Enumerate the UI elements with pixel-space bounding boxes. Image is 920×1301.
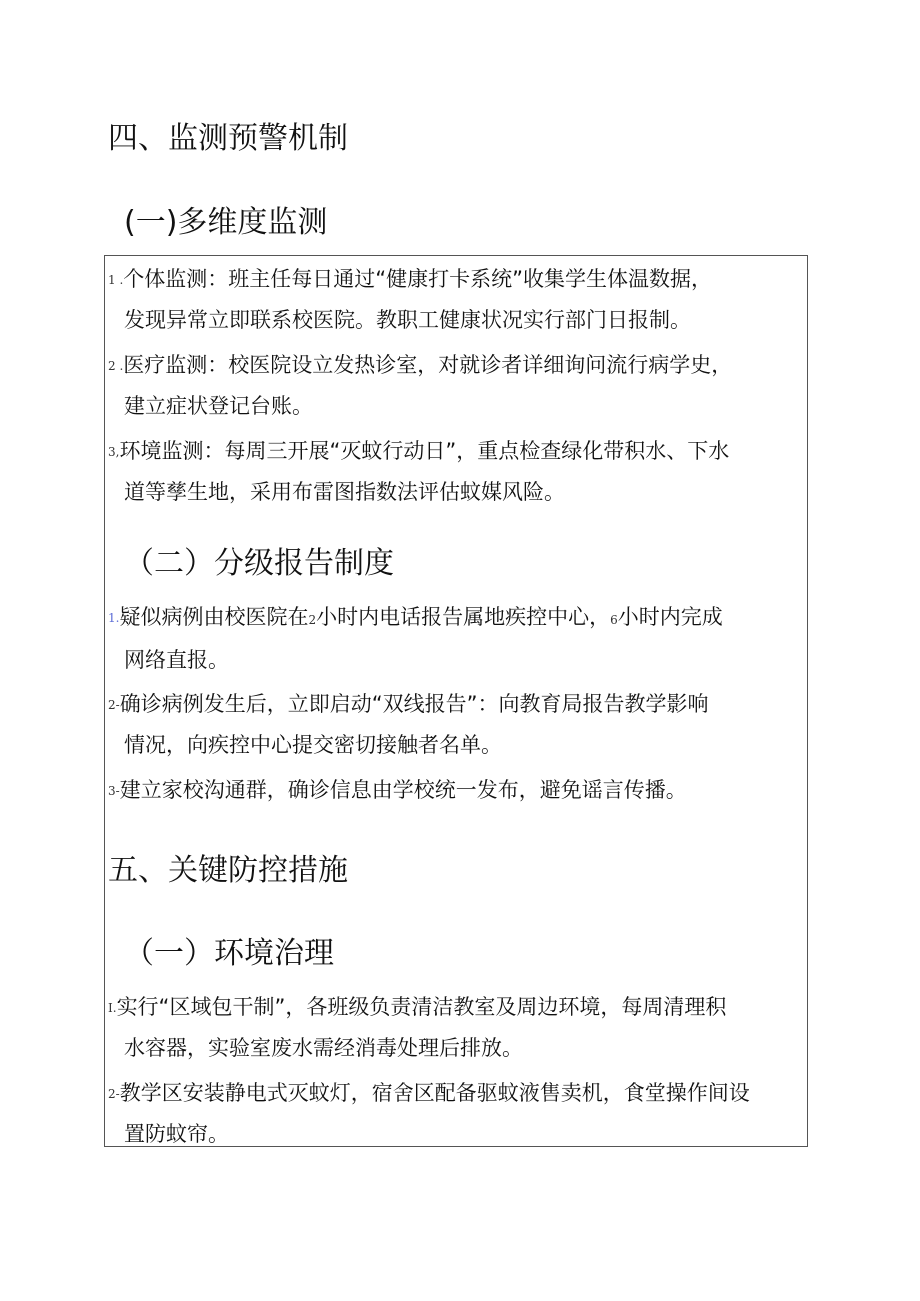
list-item bbox=[108, 684, 808, 765]
list-number: 2- bbox=[108, 698, 120, 712]
list-number: 3, bbox=[108, 445, 120, 459]
item-text: 实行“区域包干制”，各班级负责清洁教室及周边环境，每周清理积 bbox=[116, 995, 727, 1019]
list-item bbox=[108, 770, 808, 811]
section-5-title: 五、关键防控措施 bbox=[108, 853, 348, 888]
item-text: 疑似病例由校医院在 bbox=[119, 605, 309, 629]
list-item bbox=[108, 259, 808, 340]
item-text: 医疗监测：校医院设立发热诊室，对就诊者详细询问流行病学史， bbox=[123, 353, 733, 377]
item-text: 小时内完成 bbox=[617, 605, 723, 629]
list-item bbox=[108, 597, 808, 680]
inline-number: 6 bbox=[610, 613, 618, 627]
subsection-environment-title: （一）环境治理 bbox=[124, 936, 334, 971]
item-text-continued: 网络直报。 bbox=[124, 648, 229, 672]
item-text: 环境监测：每周三开展“灭蚊行动日”，重点检查绿化带积水、下水 bbox=[119, 439, 730, 463]
list-number: 1 . bbox=[108, 273, 124, 287]
item-text-continued: 置防蚊帘。 bbox=[124, 1122, 229, 1146]
list-item bbox=[108, 1073, 808, 1154]
item-text: 小时内电话报告属地疾控中心， bbox=[316, 605, 611, 629]
list-number: 2- bbox=[108, 1087, 120, 1101]
section-4-title: 四、监测预警机制 bbox=[108, 121, 348, 156]
item-text-continued: 道等孳生地，采用布雷图指数法评估蚊媒风险。 bbox=[124, 480, 565, 504]
item-text-continued: 建立症状登记台账。 bbox=[124, 394, 313, 418]
item-text: 建立家校沟通群，确诊信息由学校统一发布，避免谣言传播。 bbox=[119, 778, 687, 802]
list-item bbox=[108, 987, 808, 1068]
item-text: 确诊病例发生后，立即启动“双线报告”：向教育局报告教学影响 bbox=[119, 692, 709, 716]
list-number: I. bbox=[108, 1001, 117, 1015]
list-item bbox=[108, 345, 808, 426]
list-item bbox=[108, 431, 808, 512]
item-text: 教学区安装静电式灭蚊灯，宿舍区配备驱蚊液售卖机，食堂操作间设 bbox=[119, 1081, 750, 1105]
item-text-continued: 发现异常立即联系校医院。教职工健康状况实行部门日报制。 bbox=[124, 308, 691, 332]
list-number: 1. bbox=[108, 611, 120, 625]
item-text: 个体监测：班主任每日通过“健康打卡系统”收集学生体温数据， bbox=[123, 267, 713, 291]
list-number: 2 . bbox=[108, 359, 124, 373]
inline-number: 2 bbox=[308, 613, 317, 627]
subsection-reporting-title: （二）分级报告制度 bbox=[124, 546, 394, 581]
item-text-continued: 情况，向疾控中心提交密切接触者名单。 bbox=[124, 733, 502, 757]
subsection-monitoring-title: (一)多维度监测 bbox=[124, 205, 328, 240]
list-number: 3- bbox=[108, 784, 120, 798]
item-text-continued: 水容器，实验室废水需经消毒处理后排放。 bbox=[124, 1036, 523, 1060]
